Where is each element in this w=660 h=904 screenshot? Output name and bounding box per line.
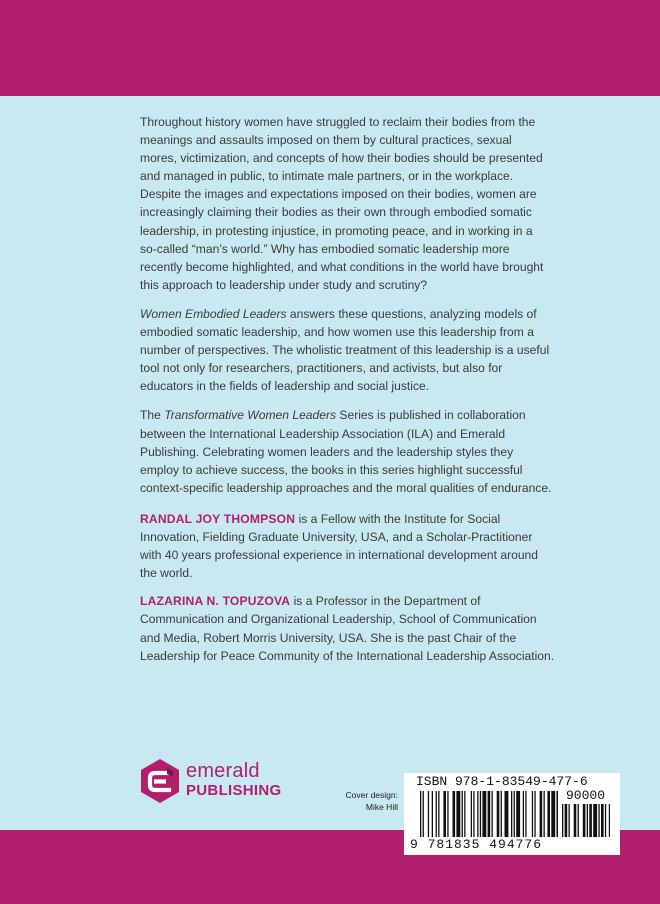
author-bio-2 (140, 592, 555, 664)
isbn-barcode (404, 773, 620, 855)
isbn-text: ISBN 978-1-83549-477-6 (416, 774, 588, 789)
top-magenta-band (0, 0, 660, 96)
cover-design-label: Cover design: (345, 790, 398, 800)
author-name-1: RANDAL JOY THOMPSON (140, 512, 296, 526)
author-bio-1 (140, 510, 555, 582)
blurb-paragraph-2 (140, 305, 552, 395)
blurb-paragraph-1: Throughout history women have struggled to reclaim their bodies from the meanings and assaults imposed on them by cultural practices, sexual mores, victimization, and concepts of how their bodies should be presented and managed in public, to intimate male partners, or in the workplace. Despite the images and expectations imposed on their bodies, women are increasingly claiming their bodies as their own through embodied somatic leadership, in protesting injustice, in promoting peace, and in working in a so-called “man’s world.” Why has embodied somatic leadership more recently become highlighted, and what conditions in the world have brought this approach to leadership under study and scrutiny? (140, 115, 544, 292)
series-title-italic: Transformative Women Leaders (164, 408, 337, 423)
cover-designer-name: Mike Hill (365, 802, 398, 812)
emerald-hexagon-logo-icon (139, 758, 181, 804)
author-bios (140, 510, 555, 675)
book-title-italic: Women Embodied Leaders (140, 306, 287, 321)
publisher-name-line-1: emerald (186, 760, 260, 782)
ean-barcode-bars (420, 791, 558, 837)
blurb-paragraph-2-text: answers these questions, analyzing models of embodied somatic leadership, and how women use this leadership from a number of perspectives. The wholistic treatment of this leadership is a useful tool not only for researchers, practitioners, and activists, but also for educators in the fields of leadership and social justice. (140, 306, 550, 394)
author-name-2: LAZARINA N. TOPUZOVA (140, 594, 291, 609)
author-bio-1-text: is a Fellow with the Institute for Social Innovation, Fielding Graduate University, USA, and a Scholar-Practitioner with 40 years professional experience in international development around the world. (140, 512, 538, 581)
publisher-name-line-2: PUBLISHING (186, 782, 282, 799)
publisher-logo (139, 758, 282, 804)
blurb (140, 113, 552, 508)
addon-barcode-bars (562, 804, 610, 837)
blurb-paragraph-3-text: Series is published in collaboration between the International Leadership Association (ILA) and Emerald Publishing. Celebrating women leaders and the leadership styles they employ to achieve success, the books in this series highlight successful context-specific leadership approaches and the moral qualities of endurance. (140, 408, 552, 495)
price-code-text: 90000 (566, 788, 606, 803)
cover-design-credit (320, 789, 398, 813)
blurb-paragraph-3-lead: The (140, 408, 165, 423)
blurb-paragraph-3 (140, 406, 552, 496)
author-bio-2-text: is a Professor in the Department of Communication and Organizational Leadership, School of Communication and Media, Robert Morris University, USA. She is the past Chair of the Leadership for Peace Community of the International Leadership Association. (140, 594, 555, 663)
ean-digits-text: 9 781835 494776 (410, 837, 543, 852)
